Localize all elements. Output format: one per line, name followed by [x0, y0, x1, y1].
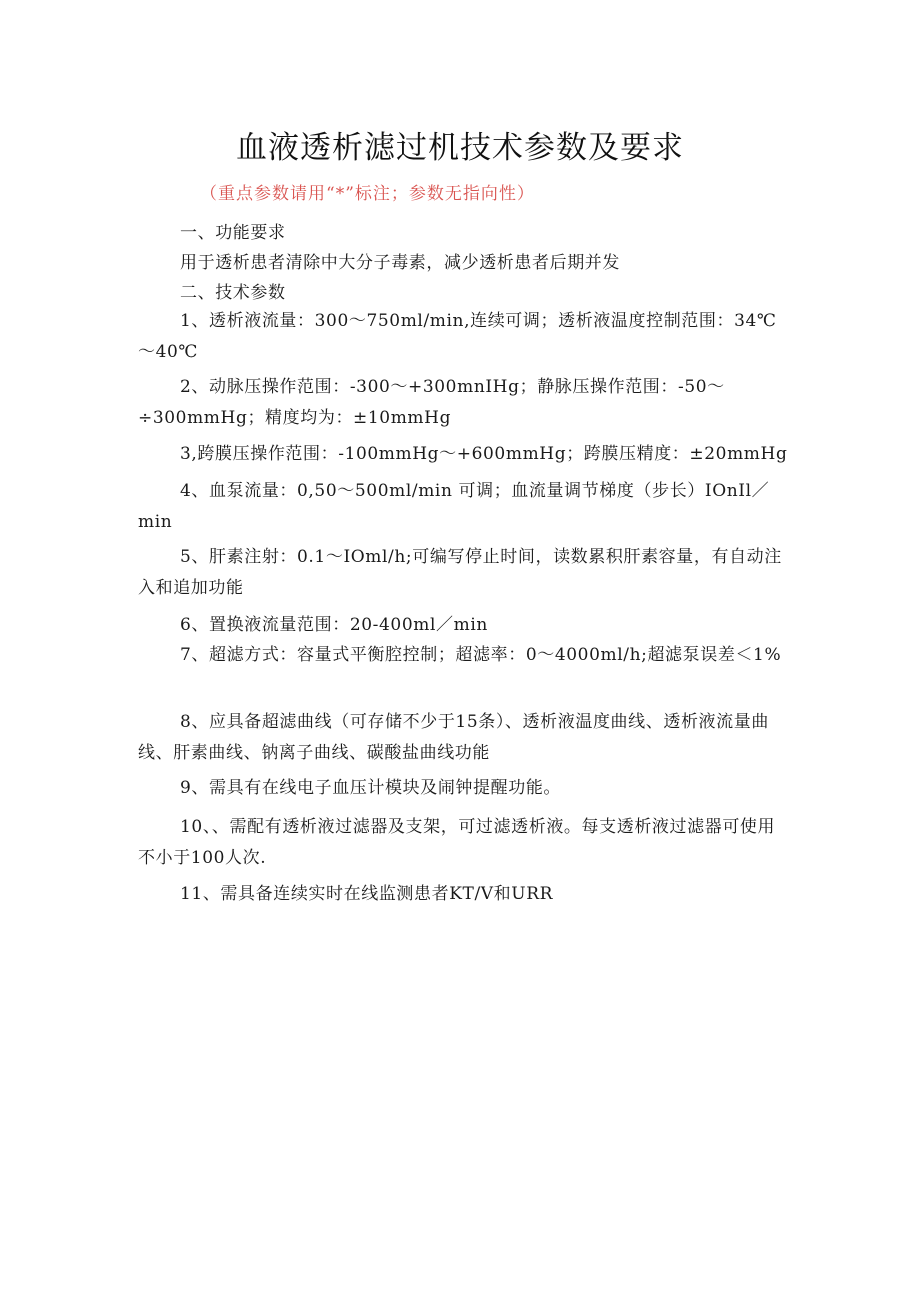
section-heading-specs: 二、技术参数	[180, 283, 286, 303]
section-heading-functions: 一、功能要求	[180, 223, 286, 243]
spec-item-1: 1、透析液流量：300～750ml/min,连续可调；透析液温度控制范围：34℃～40℃	[138, 311, 777, 362]
spec-item-2: 2、动脉压操作范围：-300～+300mnIHg；静脉压操作范围：-50～÷300mmHg；精度均为：±10mmHg	[138, 377, 725, 428]
spec-item-3: 3,跨膜压操作范围：-100mmHg～+600mmHg；跨膜压精度：±20mmHg	[180, 444, 788, 464]
spec-item-5: 5、肝素注射：0.1～IOml/h;可编写停止时间，读数累积肝素容量，有自动注入和追加功能	[138, 547, 782, 598]
spec-item-10: 10、、需配有透析液过滤器及支架，可过滤透析液。每支透析液过滤器可使用不小于100人次.	[138, 817, 776, 868]
spec-item-11: 11、需具备连续实时在线监测患者KT/V和URR	[180, 884, 554, 904]
spec-item-6: 6、置换液流量范围：20-400ml／min	[180, 615, 488, 635]
spec-item-9: 9、需具有在线电子血压计模块及闹钟提醒功能。	[180, 778, 562, 798]
spec-item-4: 4、血泵流量：0,50～500ml/min 可调；血流量调节梯度（步长）IOnIl／min	[138, 481, 770, 532]
highlight-note: （重点参数请用“*”标注；参数无指向性）	[200, 184, 535, 204]
function-description: 用于透析患者清除中大分子毒素，减少透析患者后期并发	[180, 253, 620, 273]
spec-item-8: 8、应具备超滤曲线（可存储不少于15条）、透析液温度曲线、透析液流量曲线、肝素曲线、钠离子曲线、碳酸盐曲线功能	[138, 712, 769, 763]
document-title: 血液透析滤过机技术参数及要求	[236, 130, 684, 166]
spec-item-7: 7、超滤方式：容量式平衡腔控制；超滤率：0～4000ml/h;超滤泵误差＜1%	[180, 645, 782, 665]
